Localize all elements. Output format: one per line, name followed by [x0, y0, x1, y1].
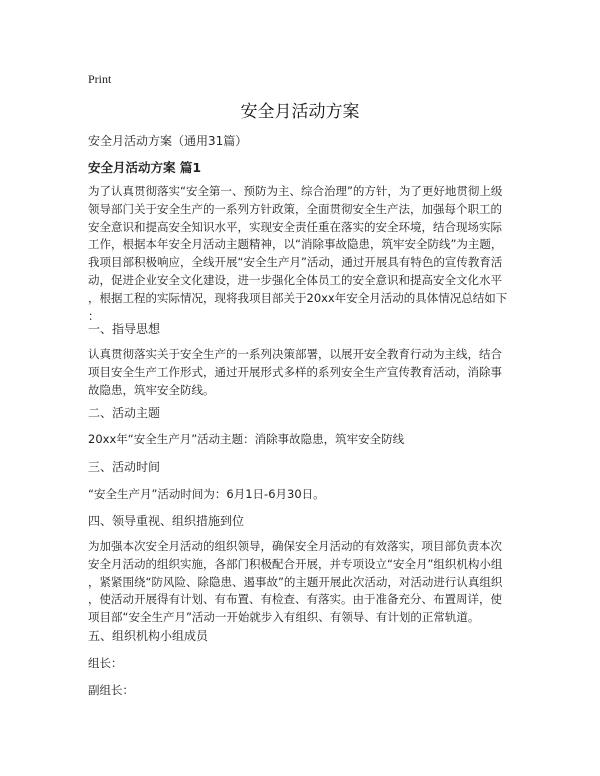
heading-activity-time: 三、活动时间 — [88, 460, 161, 474]
paragraph-line: 项目安全生产工作形式，通过开展形式多样的系列安全生产宣传教育活动，消除事 — [88, 364, 502, 379]
paragraph-line: 项目部“安全生产月”活动一开始就步入有组织、有领导、有计划的正常轨道。 — [88, 610, 480, 625]
heading-leadership: 四、领导重视、组织措施到位 — [88, 514, 245, 528]
paragraph-line: 工作，根据本年安全月活动主题精神，以“消除事故隐患，筑牢安全防线”为主题， — [88, 237, 503, 252]
paragraph-line: 我项目部积极响应，全线开展“安全生产月”活动，通过开展具有特色的宣传教育活 — [88, 255, 503, 270]
paragraph-line: 故隐患，筑牢安全防线。 — [88, 382, 215, 397]
deputy-leader-label: 副组长： — [88, 683, 134, 697]
guiding-paragraph — [88, 346, 518, 399]
paragraph-line: 领导部门关于安全生产的一系列方针政策，全面贯彻安全生产法，加强每个职工的 — [88, 201, 502, 216]
theme-text: 20xx年“安全生产月”活动主题：消除事故隐患，筑牢安全防线 — [88, 432, 405, 446]
paragraph-line: 动，促进企业安全文化建设，进一步强化全体员工的安全意识和提高安全文化水平 — [88, 272, 502, 287]
heading-guiding-ideology: 一、指导思想 — [88, 322, 161, 336]
leadership-paragraph — [88, 538, 518, 627]
paragraph-line: 为了认真贯彻落实“安全第一、预防为主、综合治理”的方针，为了更好地贯彻上级 — [88, 184, 503, 198]
paragraph-line: 认真贯彻落实关于安全生产的一系列决策部署，以展开安全教育行动为主线，结合 — [88, 347, 502, 361]
heading-activity-theme: 二、活动主题 — [88, 406, 161, 420]
paragraph-line: 安全意识和提高安全知识水平，实现安全责任重在落实的安全环境，结合现场实际 — [88, 219, 502, 234]
paragraph-line: ，使活动开展得有计划、有布置、有检查、有落实。由于准备充分、布置周详，使 — [88, 592, 502, 607]
section-title: 安全月活动方案 篇1 — [88, 160, 202, 175]
paragraph-line: 为加强本次安全月活动的组织领导，确保安全月活动的有效落实，项目部负责本次 — [88, 539, 502, 553]
leader-label: 组长： — [88, 656, 123, 670]
document-title: 安全月活动方案 — [240, 102, 360, 122]
heading-organization-members: 五、组织机构小组成员 — [88, 629, 209, 643]
intro-paragraph — [88, 183, 518, 325]
print-link[interactable]: Print — [88, 72, 112, 86]
time-text: “安全生产月”活动时间为：6月1日-6月30日。 — [88, 487, 325, 501]
document-subtitle: 安全月活动方案（通用31篇） — [88, 134, 248, 148]
paragraph-line: ，紧紧围绕“防风险、除隐患、遏事故”的主题开展此次活动，对活动进行认真组织 — [88, 574, 503, 589]
paragraph-line: ： — [88, 308, 100, 323]
paragraph-line: ，根据工程的实际情况，现将我项目部关于20xx年安全月活动的具体情况总结如下 — [88, 290, 508, 305]
paragraph-line: 安全月活动的组织实施，各部门积极配合开展，并专项设立“安全月”组织机构小组 — [88, 556, 503, 571]
